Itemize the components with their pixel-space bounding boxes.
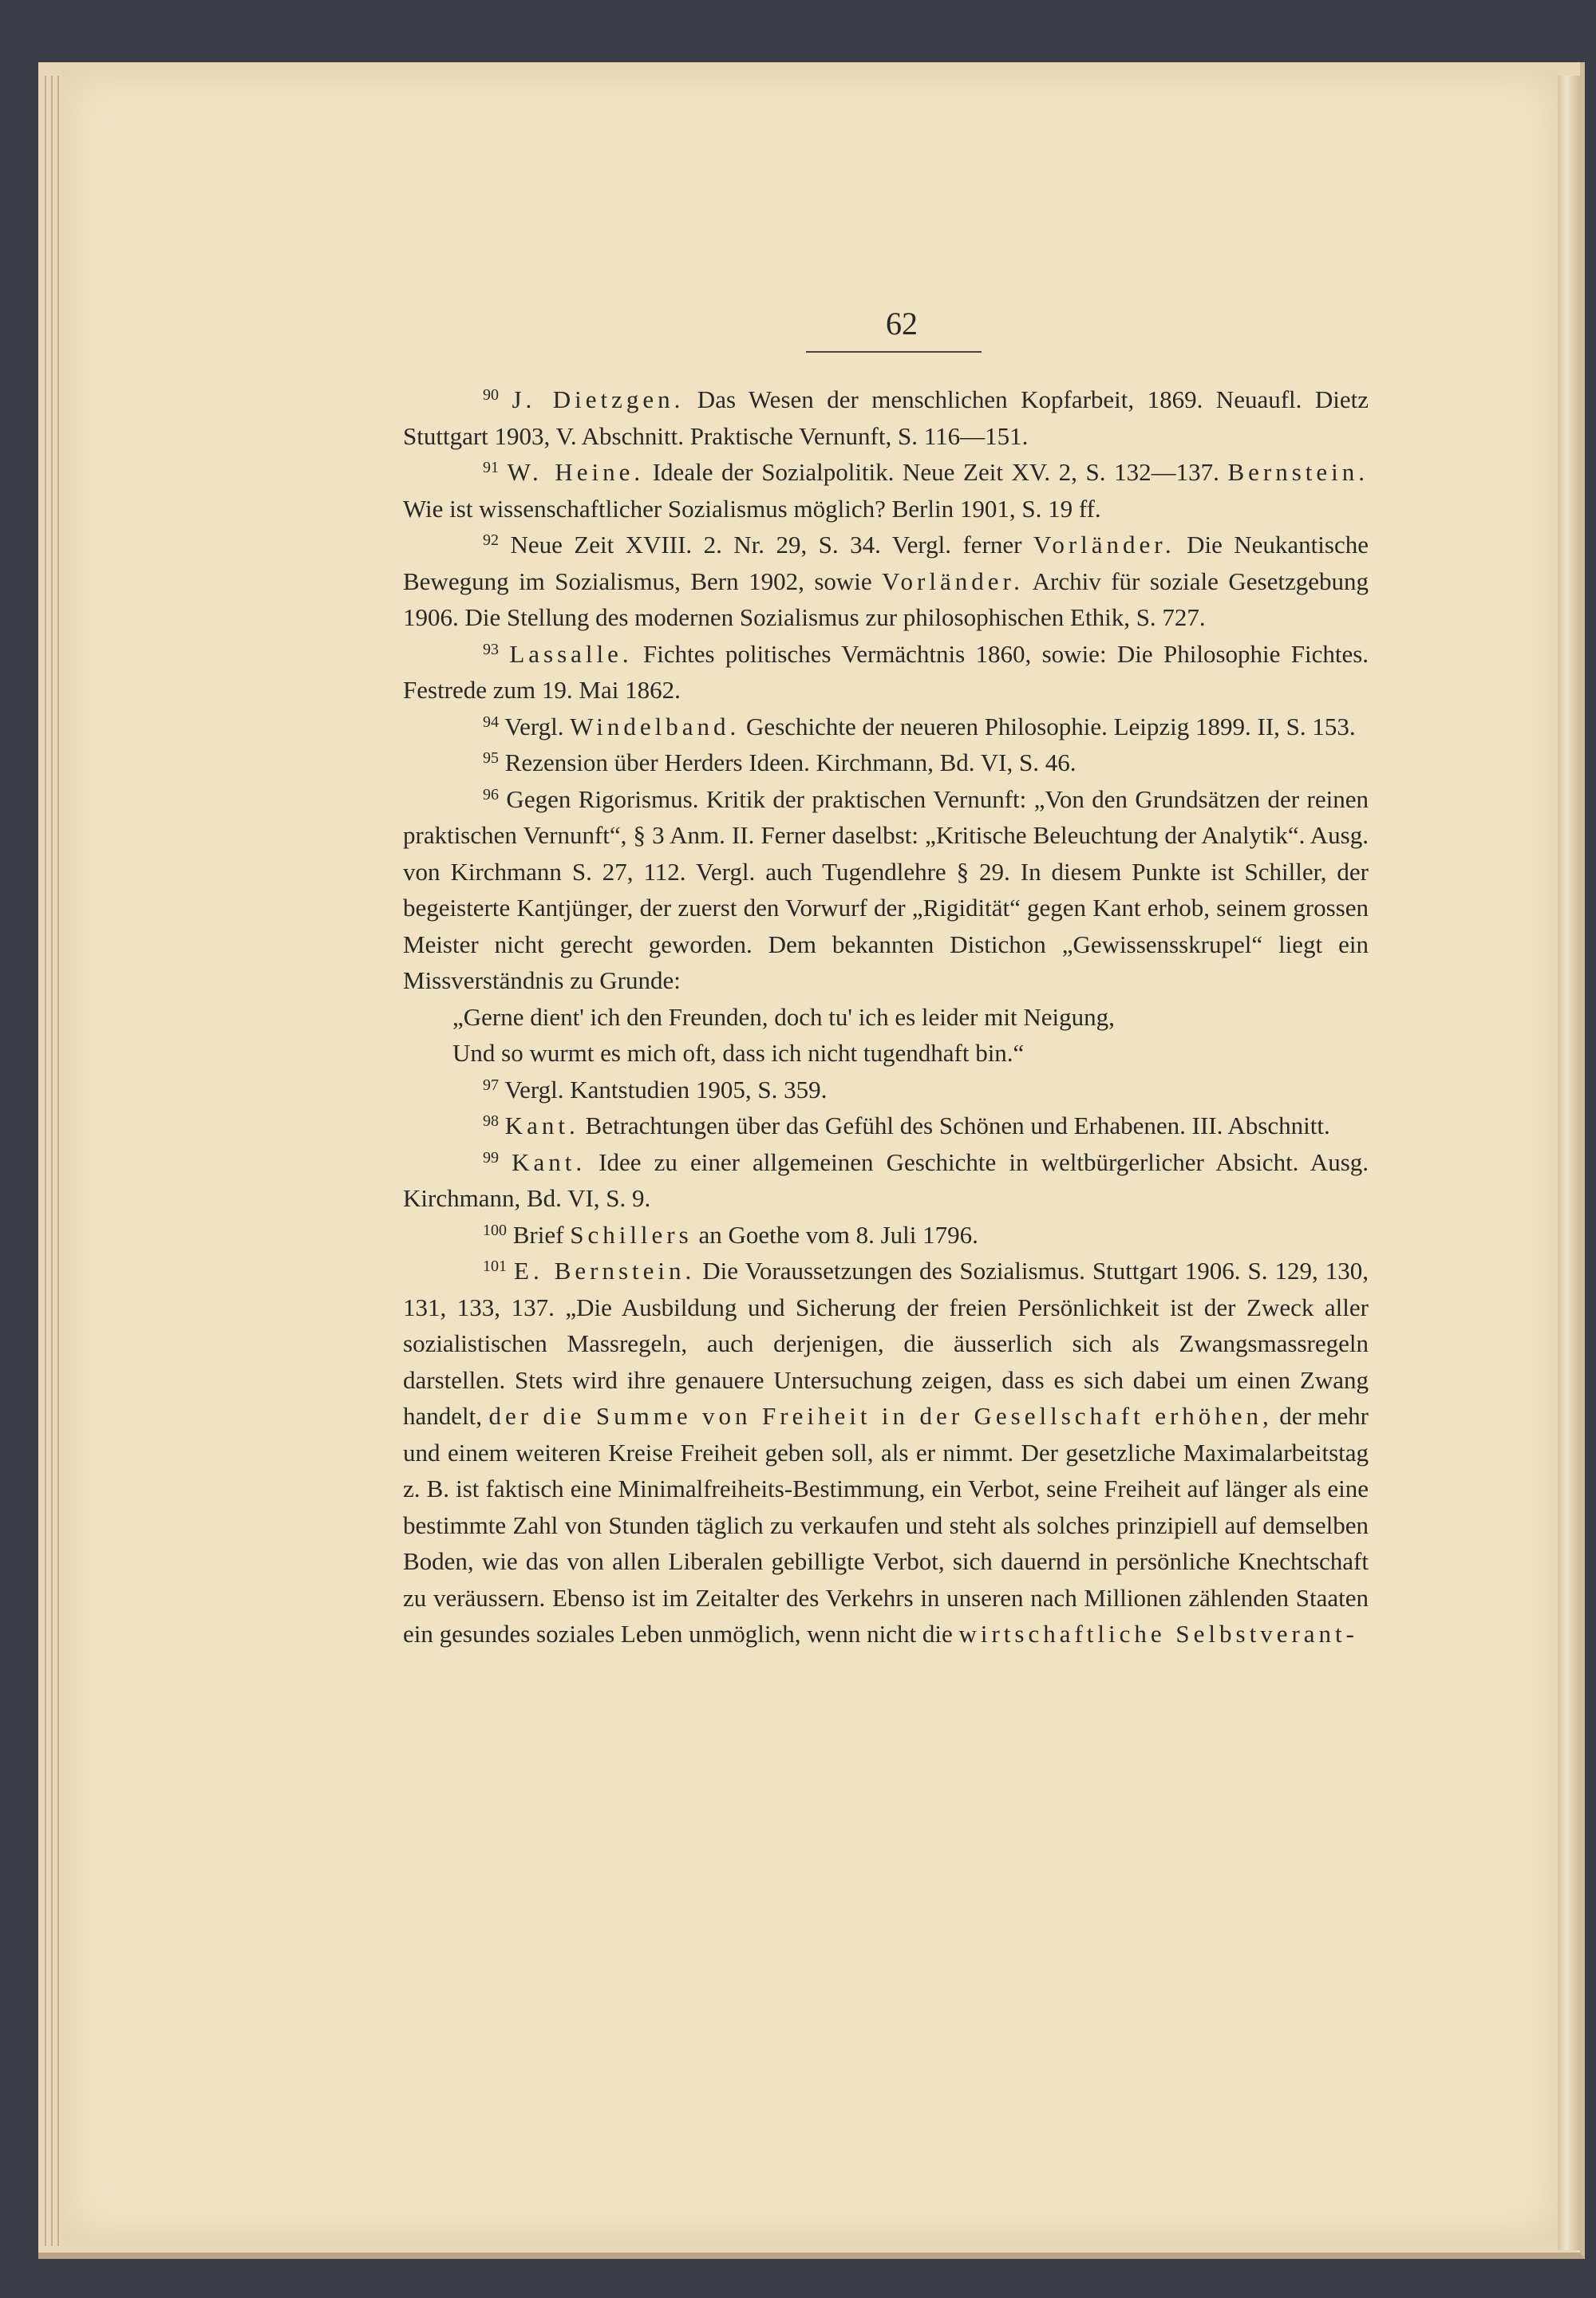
verse-quote: [403, 999, 1369, 1072]
footnote: [403, 709, 1369, 745]
footnote-text: Gegen Rigorismus. Kritik der praktischen Vernunft: „Von den Grundsätzen der reinen praktischen Vernunft“, § 3 Anm. II. Ferner daselbst: „Kritische Beleuchtung der Analytik“. Ausg. von Kirchmann S. 27, 112. Vergl. auch Tugendlehre § 29. In diesem Punkte ist Schiller, der begeisterte Kantjünger, der zuerst den Vorwurf der „Rigidität“ gegen Kant erhob, seinem grossen Meister nicht gerecht geworden. Dem bekannten Distichon „Gewissensskrupel“ liegt ein Missverständnis zu Grunde:: [403, 784, 1369, 994]
footnote-author: J. Dietzgen.: [512, 385, 685, 413]
footnote-number: 93: [483, 640, 499, 658]
footnote-text: Neue Zeit XVIII. 2. Nr. 29, S. 34. Vergl. ferner: [499, 531, 1033, 559]
footnote: [403, 636, 1369, 709]
footnote-number: 91: [483, 459, 499, 476]
page-number: 62: [886, 306, 918, 342]
footnote-text: Vergl. Kantstudien 1905, S. 359.: [499, 1075, 828, 1104]
footnote-number: 95: [483, 749, 499, 767]
footnote-number: 92: [483, 531, 499, 549]
footnote-text: Vergl.: [499, 712, 571, 740]
footnote-text: Betrachtungen über das Gefühl des Schönen und Erhabenen. III. Abschnitt.: [579, 1111, 1330, 1139]
footnote-author: Bernstein.: [1227, 458, 1369, 486]
footnote-text: Brief: [507, 1220, 571, 1249]
footnote: [403, 744, 1369, 781]
footnote-number: 90: [483, 386, 499, 404]
footnote: [403, 781, 1369, 999]
footnote-text: Geschichte der neueren Philosophie. Leipzig 1899. II, S. 153.: [740, 712, 1356, 740]
footnote-author: Vorländer.: [1033, 531, 1175, 559]
footnote: [403, 1072, 1369, 1108]
footnote-text: Fichtes politisches Vermächtnis 1860, sowie: Die Philosophie Fichtes. Festrede zum 19. Mai 1862.: [403, 639, 1369, 704]
footnote-author: E. Bernstein.: [514, 1257, 696, 1285]
footnote-text: Idee zu einer allgemeinen Geschichte in weltbürgerlicher Absicht. Ausg. Kirchmann, Bd. VI, S. 9.: [403, 1147, 1369, 1212]
footnotes: [403, 381, 1369, 1652]
verse-line: „Gerne dient' ich den Freunden, doch tu' ich es leider mit Neigung,: [452, 1002, 1115, 1031]
footnote-number: 101: [483, 1258, 507, 1275]
footnote-number: 98: [483, 1112, 499, 1130]
footnote: [403, 1108, 1369, 1144]
page-edge-line: [57, 76, 59, 2246]
footnote: [403, 381, 1369, 454]
footnote-number: 100: [483, 1221, 507, 1239]
footnote-text: an Goethe vom 8. Juli 1796.: [692, 1220, 978, 1249]
footnote-author: W. Heine.: [507, 458, 645, 486]
footnote-emphasis: wirtschaftliche Selbstverant-: [958, 1620, 1358, 1648]
footnote-text: Archiv für soziale Gesetzgebung 1906. Die Stellung des modernen Sozialismus zur philosophischen Ethik, S. 727.: [403, 567, 1369, 631]
footnote: [403, 1217, 1369, 1254]
footnote-text: der mehr und einem weiteren Kreise Freiheit geben soll, als er nimmt. Der gesetzliche Maximalarbeitstag z. B. ist faktisch eine Minimalfreiheits-Bestimmung, ein Verbot, seine Freiheit auf länger als eine bestimmte Zahl von Stunden täglich zu verkaufen und steht als solches prinzipiell auf demselben Boden, wie das von allen Liberalen gebilligte Verbot, sich dauernd in persönliche Knechtschaft zu veräussern. Ebenso ist im Zeitalter des Verkehrs in unseren nach Millionen zählenden Staaten ein gesundes soziales Leben unmöglich, wenn nicht die: [403, 1402, 1369, 1648]
footnote-number: 96: [483, 785, 499, 804]
page-right-edge: [1558, 76, 1580, 2250]
footnote-number: 99: [483, 1148, 499, 1167]
verse-line: Und so wurmt es mich oft, dass ich nicht tugendhaft bin.“: [452, 1039, 1025, 1067]
header-rule: [806, 351, 982, 353]
footnote: [403, 1253, 1369, 1652]
footnote-number: 97: [483, 1076, 499, 1094]
page-edge-line: [45, 76, 46, 2246]
footnote-text: Wie ist wissenschaftlicher Sozialismus möglich? Berlin 1901, S. 19 ff.: [403, 494, 1101, 523]
footnote-emphasis: der die Summe von Freiheit in der Gesellschaft erhöhen,: [488, 1402, 1273, 1430]
footnote-author: Kant.: [504, 1111, 579, 1139]
footnote-text: Die Neukantische Bewegung im Sozialismus, Bern 1902, sowie: [403, 531, 1369, 595]
page-edge-line: [51, 76, 53, 2246]
footnote: [403, 1144, 1369, 1217]
footnote-author: Windelband.: [570, 712, 741, 740]
footnote: [403, 527, 1369, 636]
footnote-text: Das Wesen der menschlichen Kopfarbeit, 1869. Neuaufl. Dietz Stuttgart 1903, V. Abschnitt. Praktische Vernunft, S. 116—151.: [403, 385, 1369, 450]
footnote-number: 94: [483, 713, 499, 731]
footnote-text: Die Voraussetzungen des Sozialismus. Stuttgart 1906. S. 129, 130, 131, 133, 137. „Die Ausbildung und Sicherung der freien Persönlichkeit ist der Zweck aller sozialistischen Massregeln, auch derjenigen, die äusserlich sich als Zwangsmassregeln darstellen. Stets wird ihre genauere Untersuchung zeigen, dass es sich dabei um einen Zwang handelt,: [403, 1257, 1369, 1430]
footnote-author: Kant.: [512, 1147, 587, 1176]
footnote-author: Vorländer.: [882, 567, 1024, 595]
footnote: [403, 454, 1369, 527]
footnote-author: Schillers: [570, 1220, 693, 1249]
footnote-author: Lassalle.: [509, 639, 633, 668]
footnote-text: Ideale der Sozialpolitik. Neue Zeit XV. 2, S. 132—137.: [644, 458, 1228, 486]
footnote-text: Rezension über Herders Ideen. Kirchmann, Bd. VI, S. 46.: [499, 748, 1077, 776]
